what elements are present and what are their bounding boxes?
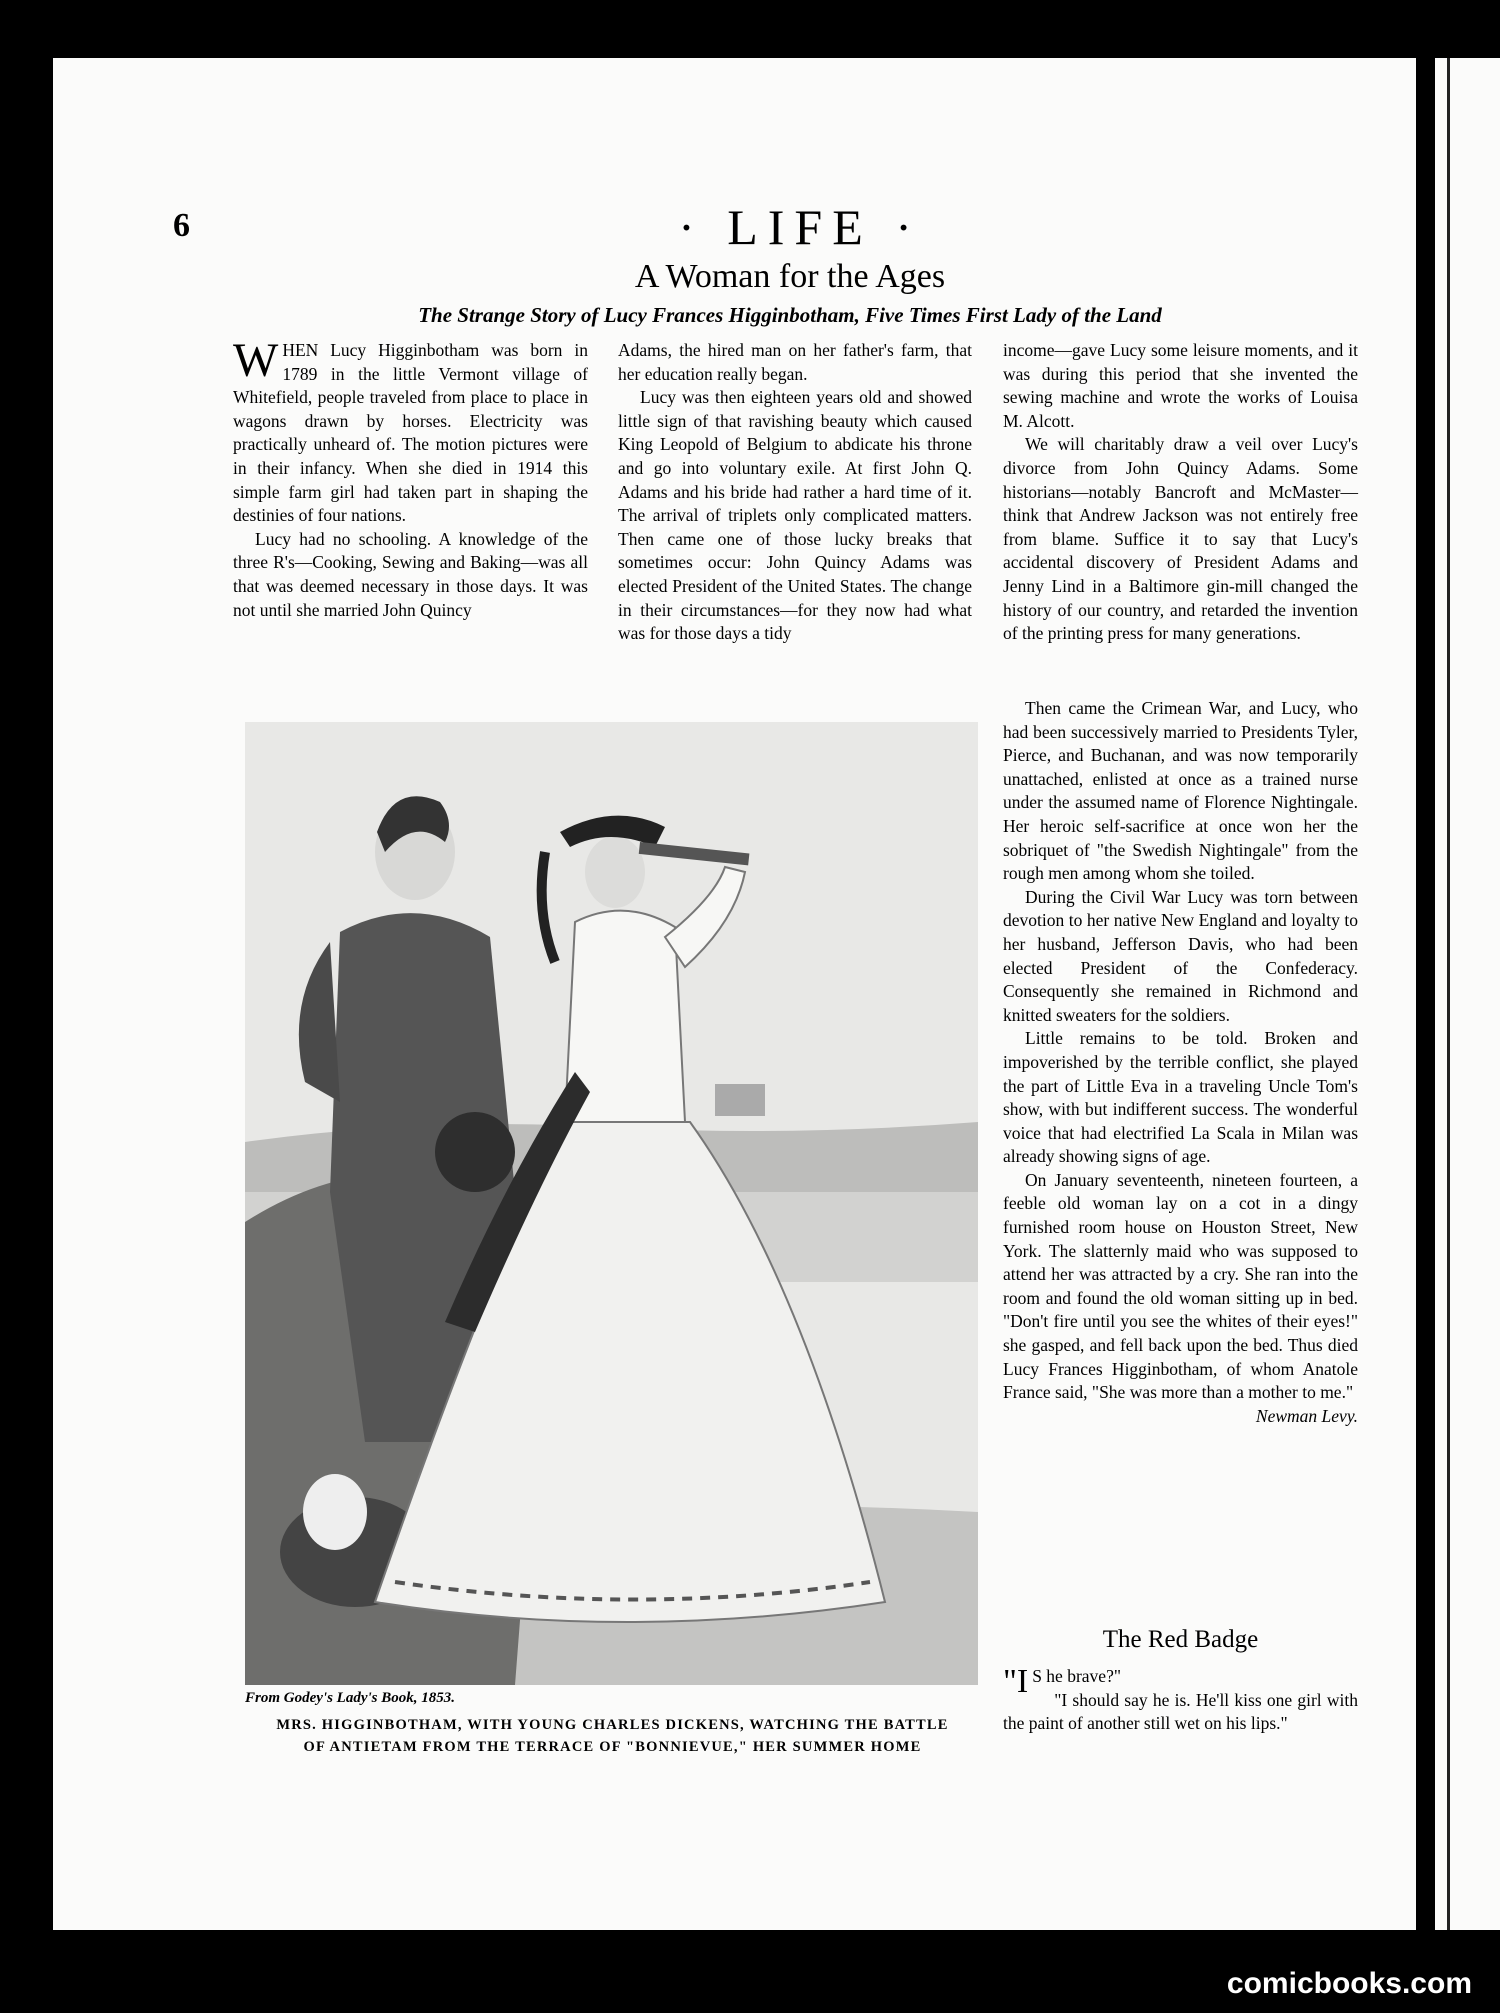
article-subtitle: The Strange Story of Lucy Frances Higginbotham, Five Times First Lady of the Land: [418, 303, 1162, 327]
article-column-3-bottom: [1003, 697, 1358, 1428]
paragraph: During the Civil War Lucy was torn between devotion to her native New England and loyalty to her husband, Jefferson Davis, who had been elected President of the Confederacy. Consequently she remained in Richmond and knitted sweaters for the soldiers.: [1003, 886, 1358, 1025]
page-gutter-line: [1447, 58, 1450, 1930]
figure-caption-line: MRS. HIGGINBOTHAM, WITH YOUNG CHARLES DICKENS, WATCHING THE BATTLE: [276, 1717, 949, 1733]
sidebar-text: [1003, 1665, 1358, 1736]
paragraph: "I S he brave?": [1003, 1663, 1121, 1700]
figure-credit: From Godey's Lady's Book, 1853.: [245, 1690, 455, 1706]
drop-cap: "I: [1003, 1663, 1029, 1700]
paragraph: Adams, the hired man on her father's farm, that her education really began.: [618, 340, 972, 384]
byline: Newman Levy.: [1255, 1405, 1358, 1426]
paragraph: Then came the Crimean War, and Lucy, who had been successively married to Presidents Tyler, Pierce, and Buchanan, and was now temporarily unattached, enlisted at once as a trained nurse under the assumed name of Florence Nightingale. Her heroic self-sacrifice at once won her the sobriquet of "the Swedish Nightingale" from the rough men among whom she toiled.: [1003, 698, 1358, 884]
paragraph: On January seventeenth, nineteen fourteen, a feeble old woman lay on a cot in a dingy furnished room house on Houston Street, New York. The slatternly maid who was supposed to attend her was attracted by a cry. She ran into the room and found the old woman sitting up in bed. "Don't fire until you see the whites of their eyes!" she gasped, and fell back upon the bed. Thus died Lucy Frances Higginbotham, of whom Anatole France said, "She was more than a mother to me.": [1003, 1169, 1358, 1403]
article-title: A Woman for the Ages: [634, 258, 946, 295]
article-column-3-top: [1003, 339, 1358, 646]
next-page-edge: [1435, 58, 1500, 1930]
illustration: [245, 722, 978, 1685]
article-column-1: [233, 334, 588, 622]
sidebar-title: The Red Badge: [1102, 1626, 1259, 1653]
site-watermark: comicbooks.com: [1226, 1967, 1472, 2000]
figure-caption: [250, 1714, 975, 1758]
figure-caption-line: OF ANTIETAM FROM THE TERRACE OF "BONNIEVUE," HER SUMMER HOME: [303, 1739, 922, 1755]
paragraph: Little remains to be told. Broken and impoverished by the terrible conflict, she played the part of Little Eva in a traveling Uncle Tom's show, with but indifferent success. The wonderful voice that had electrified La Scala in Milan was already showing signs of age.: [1003, 1028, 1358, 1167]
engraving-illustration: [245, 722, 978, 1685]
page-number: 6: [173, 207, 190, 244]
paragraph: Lucy had no schooling. A knowledge of the three R's—Cooking, Sewing and Baking—was all that was deemed necessary in those days. It was not until she married John Quincy: [233, 528, 588, 620]
drop-cap: W: [233, 334, 279, 387]
paragraph: WHEN Lucy Higginbotham was born in 1789 in the little Vermont village of Whitefield, people traveled from place to place in wagons drawn by horses. Electricity was practically unheard of. The motion pictures were in their infancy. When she died in 1914 this simple farm girl had taken part in shaping the destinies of four nations.: [233, 334, 588, 526]
masthead: · LIFE ·: [678, 199, 922, 255]
paragraph: income—gave Lucy some leisure moments, and it was during this period that she invented the sewing machine and wrote the works of Louisa M. Alcott.: [1003, 340, 1358, 431]
article-column-2: [618, 339, 972, 646]
paragraph: Lucy was then eighteen years old and showed little sign of that ravishing beauty which caused King Leopold of Belgium to abdicate his throne and go into voluntary exile. At first John Q. Adams and his bride had rather a hard time of it. The arrival of triplets only complicated matters. Then came one of those lucky breaks that sometimes occur: John Quincy Adams was elected President of the United States. The change in their circumstances—for they now had what was for those days a tidy: [618, 387, 972, 644]
paragraph: We will charitably draw a veil over Lucy's divorce from John Quincy Adams. Some historians—notably Bancroft and McMaster—think that Andrew Jackson was not entirely free from blame. Suffice it to say that Lucy's accidental discovery of President Adams and Jenny Lind in a Baltimore gin-mill changed the history of our country, and retarded the invention of the printing press for many generations.: [1003, 434, 1358, 644]
paragraph: "I should say he is. He'll kiss one girl with the paint of another still wet on his lips.": [1003, 1689, 1358, 1734]
